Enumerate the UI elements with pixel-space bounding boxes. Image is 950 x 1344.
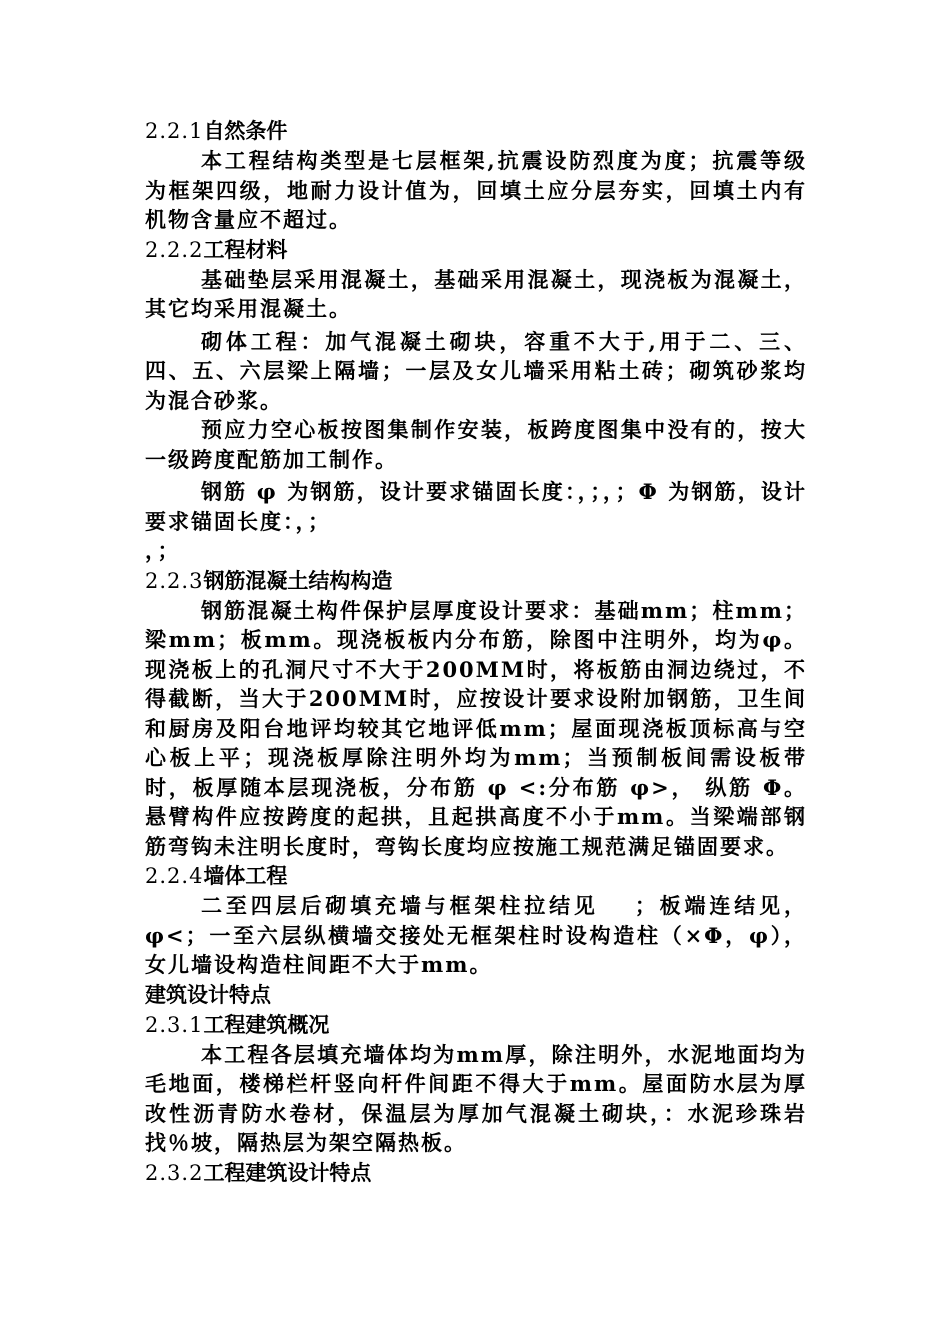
- section-title: 建筑设计特点: [145, 981, 271, 1007]
- section-title: 工程建筑设计特点: [203, 1159, 372, 1185]
- paragraph: 预应力空心板按图集制作安装，板跨度图集中没有的，按大一级跨度配筋加工制作。: [145, 417, 807, 472]
- section-title: 自然条件: [203, 118, 288, 143]
- paragraph: 本工程结构类型是七层框架,抗震设防烈度为度；抗震等级为框架四级，地耐力设计值为，回填土应分层夯实，回填土内有机物含量应不超过。: [145, 148, 807, 232]
- section-heading-2-2-1: [145, 116, 807, 146]
- section-number: 2.3.2: [145, 1160, 204, 1185]
- section-title: 墙体工程: [203, 863, 288, 888]
- paragraph: ，；: [145, 538, 181, 563]
- section-heading-2-3-1: [145, 1010, 807, 1040]
- section-title: 工程建筑概况: [203, 1011, 330, 1037]
- section-heading-2-2-2: [145, 235, 807, 265]
- paragraph: 钢筋混凝土构件保护层厚度设计要求：基础mm；柱mm；梁mm；板mm。现浇板板内分布筋，除图中注明外，均为φ。现浇板上的孔洞尺寸不大于200MM时，将板筋由洞边绕过，不得截断，当大于200MM时，应按设计要求设附加钢筋，卫生间和厨房及阳台地评均较其它地评低mm；屋面现浇板顶标高与空心板上平；现浇板厚除注明外均为mm；当预制板间需设板带时，板厚随本层现浇板，分布筋 φ <:分布筋 φ>， 纵筋 Φ。悬臂构件应按跨度的起拱，且起拱高度不小于mm。当梁端部钢筋弯钩未注明长度时，弯钩长度均应按施工规范满足锚固要求。: [145, 597, 807, 859]
- section-title: 钢筋混凝土结构构造: [203, 567, 393, 593]
- section-number: 2.2.1: [145, 119, 204, 143]
- section-number: 2.2.2: [145, 237, 204, 262]
- section-heading-2-2-4: [145, 861, 807, 891]
- section-number: 2.3.1: [145, 1012, 204, 1037]
- paragraph: 二至四层后砌填充墙与框架柱拉结见 ；板端连结见，φ<；一至六层纵横墙交接处无框架柱时设构造柱（×Φ，φ），女儿墙设构造柱间距不大于mm。: [145, 893, 807, 977]
- section-number: 2.2.4: [145, 864, 204, 888]
- paragraph: 砌体工程：加气混凝土砌块，容重不大于,用于二、三、四、五、六层梁上隔墙；一层及女儿墙采用粘土砖；砌筑砂浆均为混合砂浆。: [145, 328, 807, 413]
- document-body: [145, 116, 807, 1188]
- section-heading-architecture: [145, 980, 807, 1010]
- paragraph: 钢筋 φ 为钢筋，设计要求锚固长度：，；，；Φ 为钢筋，设计要求锚固长度：，；: [145, 479, 807, 534]
- paragraph: 本工程各层填充墙体均为mm厚，除注明外，水泥地面均为毛地面，楼梯栏杆竖向杆件间距不得大于mm。屋面防水层为厚改性沥青防水卷材，保温层为厚加气混凝土砌块，：水泥珍珠岩找％坡，隔热层为架空隔热板。: [145, 1041, 807, 1155]
- section-heading-2-2-3: [145, 566, 807, 596]
- section-heading-2-3-2: [145, 1158, 807, 1188]
- section-number: 2.2.3: [145, 568, 204, 593]
- section-title: 工程材料: [203, 236, 288, 262]
- paragraph: 基础垫层采用混凝土，基础采用混凝土，现浇板为混凝土，其它均采用混凝土。: [145, 266, 807, 321]
